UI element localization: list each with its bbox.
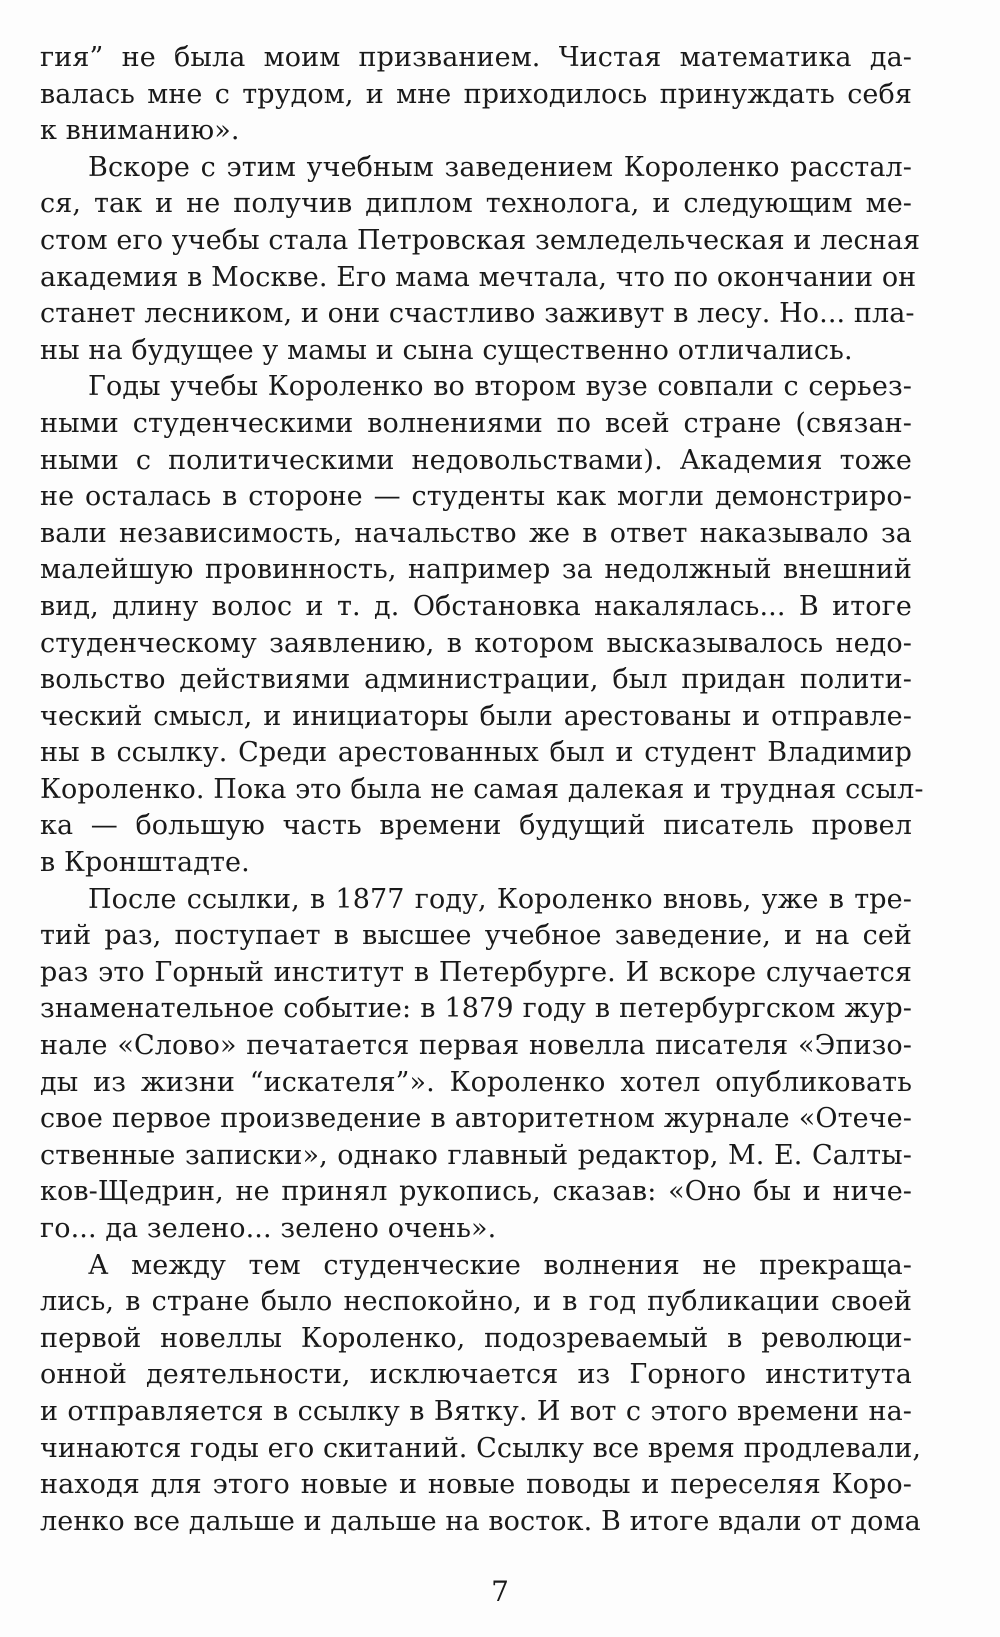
text-line: первой новеллы Короленко, подозреваемый в революци-	[40, 1322, 912, 1354]
text-line: ны на будущее у мамы и сына существенно отличались.	[40, 334, 853, 366]
text-line: находя для этого новые и новые поводы и переселяя Коро-	[40, 1469, 912, 1501]
text-line: лись, в стране было неспокойно, и в год публикации своей	[40, 1286, 912, 1318]
paragraph	[40, 1248, 922, 1541]
text-line: не осталась в стороне — студенты как могли демонстриро-	[40, 481, 912, 513]
paragraph	[40, 40, 912, 150]
text-line: тий раз, поступает в высшее учебное заведение, и на сей	[40, 920, 912, 952]
text-line: ся, так и не получив диплом технолога, и следующим ме-	[40, 188, 912, 220]
text-line: ленко все дальше и дальше на восток. В итоге вдали от дома	[40, 1505, 921, 1537]
text-line: Короленко. Пока это была не самая далекая и трудная ссыл-	[40, 773, 924, 805]
text-line: станет лесником, и они счастливо заживут в лесу. Но... пла-	[40, 298, 915, 330]
text-line: стом его учебы стала Петровская земледельческая и лесная	[40, 224, 921, 256]
text-line: чинаются годы его скитаний. Ссылку все время продлевали,	[40, 1432, 922, 1464]
text-line: ными с политическими недовольствами). Академия тоже	[40, 444, 912, 476]
text-line: ды из жизни “искателя”». Короленко хотел опубликовать	[40, 1066, 912, 1098]
text-line: в Кронштадте.	[40, 847, 250, 879]
text-line: ческий смысл, и инициаторы были арестованы и отправле-	[40, 700, 912, 732]
text-line: вали независимость, начальство же в ответ наказывало за	[40, 517, 912, 549]
text-line: академия в Москве. Его мама мечтала, что по окончании он	[40, 261, 917, 293]
text-line: ственные записки», однако главный редактор, М. Е. Салты-	[40, 1139, 912, 1171]
paragraph	[40, 150, 921, 370]
paragraph	[40, 369, 924, 881]
text-line: малейшую провинность, например за недолжный внешний	[40, 554, 912, 586]
text-line: валась мне с трудом, и мне приходилось принуждать себя	[40, 78, 912, 110]
text-line: А между тем студенческие волнения не прекраща-	[88, 1249, 912, 1281]
text-line: онной деятельности, исключается из Горного института	[40, 1359, 912, 1391]
body-text	[40, 40, 924, 1540]
text-line: нале «Слово» печатается первая новелла писателя «Эпизо-	[40, 1030, 912, 1062]
text-line: и отправляется в ссылку в Вятку. И вот с этого времени на-	[40, 1395, 912, 1427]
text-line: ны в ссылку. Среди арестованных был и студент Владимир	[40, 737, 912, 769]
page-number: 7	[491, 1575, 509, 1608]
text-line: вид, длину волос и т. д. Обстановка накалялась... В итоге	[40, 590, 912, 622]
text-line: свое первое произведение в авторитетном журнале «Отече-	[40, 1103, 912, 1135]
text-line: знаменательное событие: в 1879 году в петербургском жур-	[40, 993, 912, 1025]
text-line: ков-Щедрин, не принял рукопись, сказав: «Оно бы и ниче-	[40, 1176, 912, 1208]
text-line: раз это Горный институт в Петербурге. И вскоре случается	[40, 956, 912, 988]
text-line: Годы учебы Короленко во втором вузе совпали с серьез-	[88, 371, 912, 403]
text-line: вольство действиями администрации, был придан полити-	[40, 664, 912, 696]
text-line: Вскоре с этим учебным заведением Короленко расстал-	[88, 151, 912, 183]
text-line: го... да зелено... зелено очень».	[40, 1213, 497, 1244]
text-line: студенческому заявлению, в котором высказывалось недо-	[40, 627, 912, 659]
text-line: к вниманию».	[40, 115, 240, 147]
text-line: ными студенческими волнениями по всей стране (связан-	[40, 407, 912, 439]
paragraph	[40, 882, 912, 1248]
text-line: гия” не была моим призванием. Чистая математика да-	[40, 42, 912, 73]
text-line: После ссылки, в 1877 году, Короленко вновь, уже в тре-	[88, 883, 912, 915]
text-line: ка — большую часть времени будущий писатель провел	[40, 810, 912, 842]
